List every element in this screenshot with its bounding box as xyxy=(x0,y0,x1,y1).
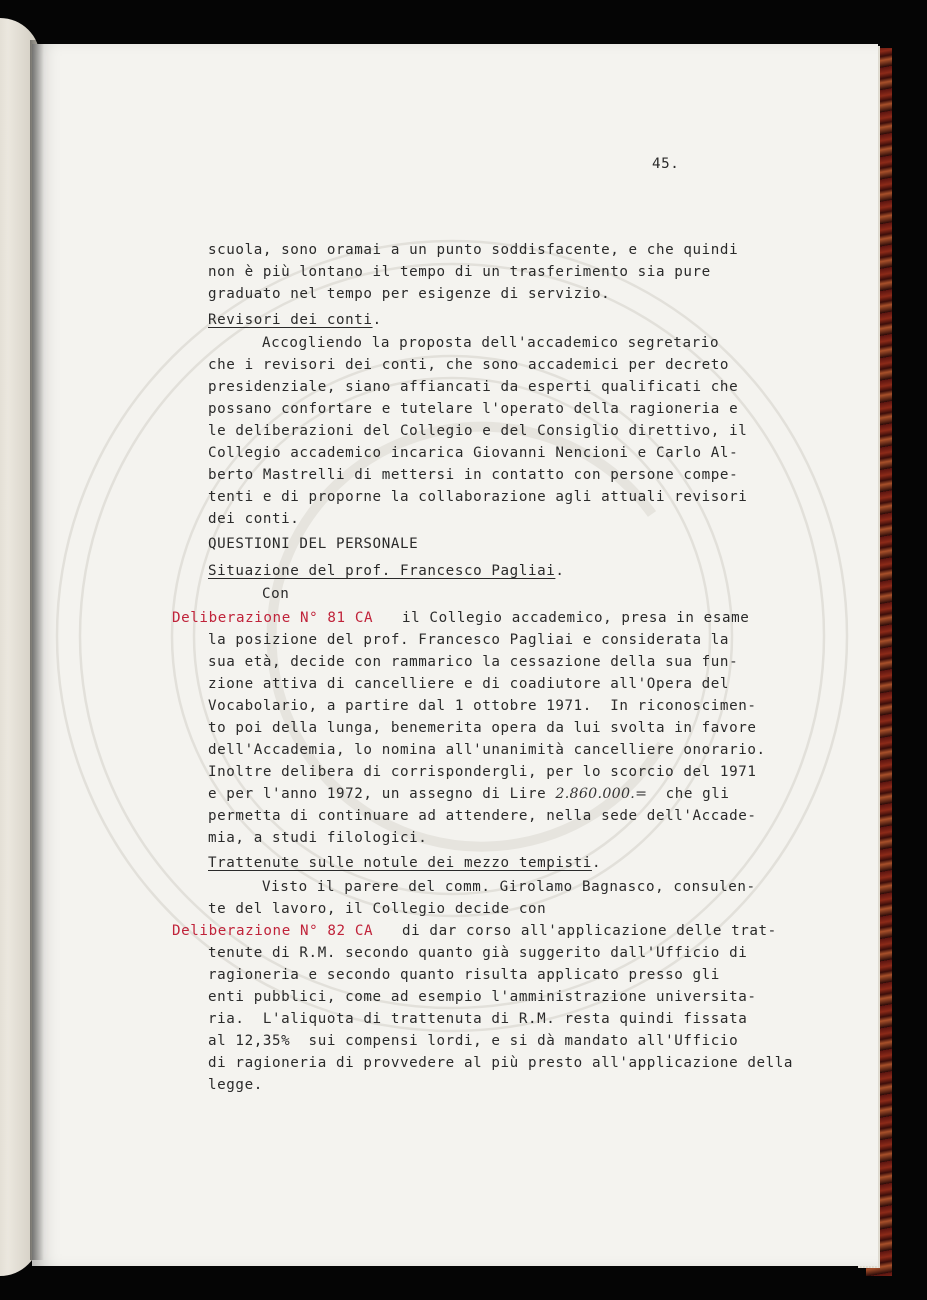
body-line: Inoltre delibera di corrispondergli, per lo scorcio del 1971 xyxy=(208,764,757,780)
body-line: mia, a studi filologici. xyxy=(208,830,428,846)
body-line: enti pubblici, come ad esempio l'amministrazione universita- xyxy=(208,989,757,1005)
body-line: legge. xyxy=(208,1077,263,1093)
body-line: che i revisori dei conti, che sono accademici per decreto xyxy=(208,357,730,373)
body-text: che gli xyxy=(647,786,730,802)
body-line: sua età, decide con rammarico la cessazione della sua fun- xyxy=(208,654,739,670)
heading-period: . xyxy=(372,312,382,328)
section-heading-revisori xyxy=(208,312,382,328)
body-line: Con xyxy=(262,586,290,602)
page-number: 45. xyxy=(652,156,680,172)
heading-text: Situazione del prof. Francesco Pagliai xyxy=(208,563,556,579)
body-line: presidenziale, siano affiancati da esperti qualificati che xyxy=(208,379,739,395)
heading-period: . xyxy=(555,563,565,579)
body-line: di dar corso all'applicazione delle trat- xyxy=(402,923,777,939)
body-line: scuola, sono oramai a un punto soddisfacente, e che quindi xyxy=(208,242,739,258)
body-line: di ragioneria di provvedere al più presto all'applicazione della xyxy=(208,1055,794,1071)
document-page xyxy=(32,44,878,1266)
body-line: non è più lontano il tempo di un trasferimento sia pure xyxy=(208,264,711,280)
heading-text: Revisori dei conti xyxy=(208,312,373,328)
body-line: Accogliendo la proposta dell'accademico segretario xyxy=(262,335,720,351)
body-line: berto Mastrelli di mettersi in contatto con persone compe- xyxy=(208,467,739,483)
body-line: le deliberazioni del Collegio e del Consiglio direttivo, il xyxy=(208,423,748,439)
body-line: la posizione del prof. Francesco Pagliai e considerata la xyxy=(208,632,730,648)
margin-label-deliberazione-82: Deliberazione N° 82 CA xyxy=(172,923,374,939)
section-heading-trattenute xyxy=(208,855,601,871)
body-line: zione attiva di cancelliere e di coadiutore all'Opera del xyxy=(208,676,730,692)
body-line: Vocabolario, a partire dal 1 ottobre 1971. In riconoscimen- xyxy=(208,698,757,714)
body-line: Collegio accademico incarica Giovanni Nencioni e Carlo Al- xyxy=(208,445,739,461)
section-heading-pagliai xyxy=(208,563,565,579)
section-heading-personale: QUESTIONI DEL PERSONALE xyxy=(208,536,419,552)
body-text: e per l'anno 1972, un assegno di Lire xyxy=(208,786,556,802)
body-line: al 12,35% sui compensi lordi, e si dà mandato all'Ufficio xyxy=(208,1033,739,1049)
body-line: tenti e di proporne la collaborazione agli attuali revisori xyxy=(208,489,748,505)
spine-shadow xyxy=(30,40,44,1260)
body-line: tenute di R.M. secondo quanto già suggerito dall'Ufficio di xyxy=(208,945,748,961)
handwritten-amount: 2.860.000.= xyxy=(555,786,648,802)
body-line: permetta di continuare ad attendere, nella sede dell'Accade- xyxy=(208,808,757,824)
body-line: ragioneria e secondo quanto risulta applicato presso gli xyxy=(208,967,720,983)
body-line: to poi della lunga, benemerita opera da lui svolta in favore xyxy=(208,720,757,736)
body-line: te del lavoro, il Collegio decide con xyxy=(208,901,547,917)
body-line: il Collegio accademico, presa in esame xyxy=(402,610,750,626)
margin-label-deliberazione-81: Deliberazione N° 81 CA xyxy=(172,610,374,626)
body-line: dell'Accademia, lo nomina all'unanimità cancelliere onorario. xyxy=(208,742,766,758)
body-line-with-handwritten-amount xyxy=(208,786,730,802)
body-line: possano confortare e tutelare l'operato della ragioneria e xyxy=(208,401,739,417)
body-line: Visto il parere del comm. Girolamo Bagnasco, consulen- xyxy=(262,879,756,895)
body-line: graduato nel tempo per esigenze di servizio. xyxy=(208,286,611,302)
heading-text: Trattenute sulle notule dei mezzo tempisti xyxy=(208,855,592,871)
body-line: ria. L'aliquota di trattenuta di R.M. resta quindi fissata xyxy=(208,1011,748,1027)
heading-period: . xyxy=(591,855,602,871)
body-line: dei conti. xyxy=(208,511,300,527)
